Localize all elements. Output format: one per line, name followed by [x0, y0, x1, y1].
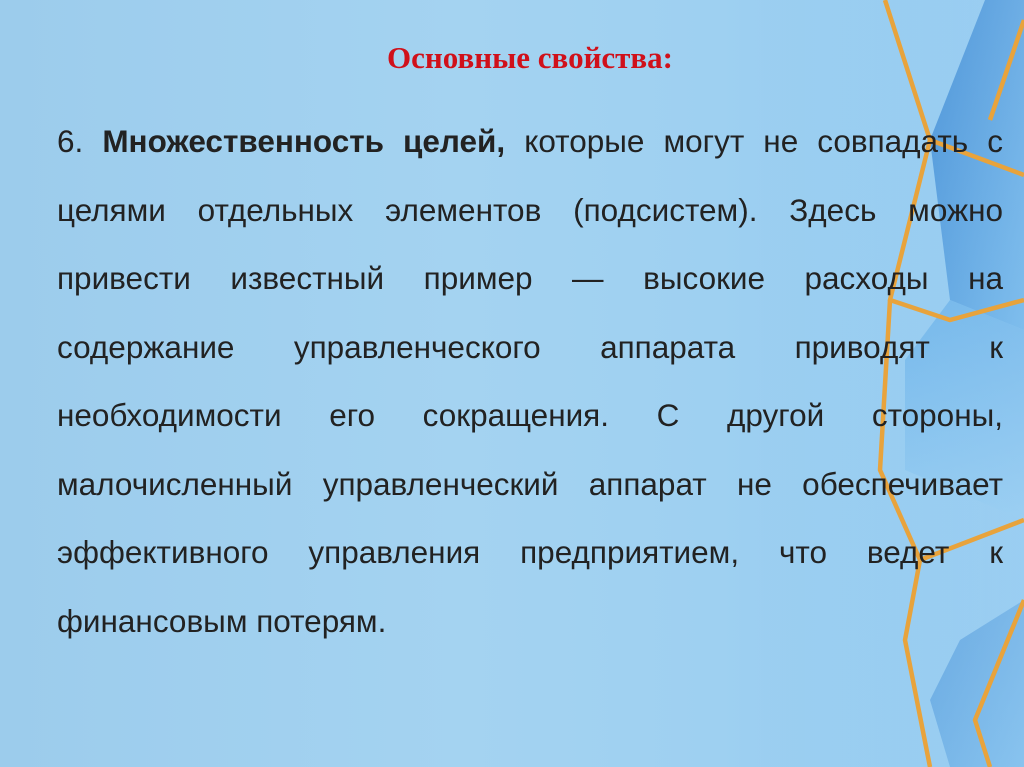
slide-title: Основные свойства:	[387, 40, 673, 75]
paragraph-text: которые могут не совпадать с целями отдельных элементов (подсистем). Здесь можно привести известный пример — высокие расходы на содержание управленческого аппарата приводят к необходимости его сокращения. С другой стороны, малочисленный управленческий аппарат не обеспечивает эффективного управления предприятием, что ведет к финансовым потерям.	[57, 123, 1003, 639]
body-paragraph	[57, 107, 1003, 655]
item-number: 6.	[57, 123, 84, 159]
bold-lead-phrase: Множественность целей,	[102, 123, 506, 159]
